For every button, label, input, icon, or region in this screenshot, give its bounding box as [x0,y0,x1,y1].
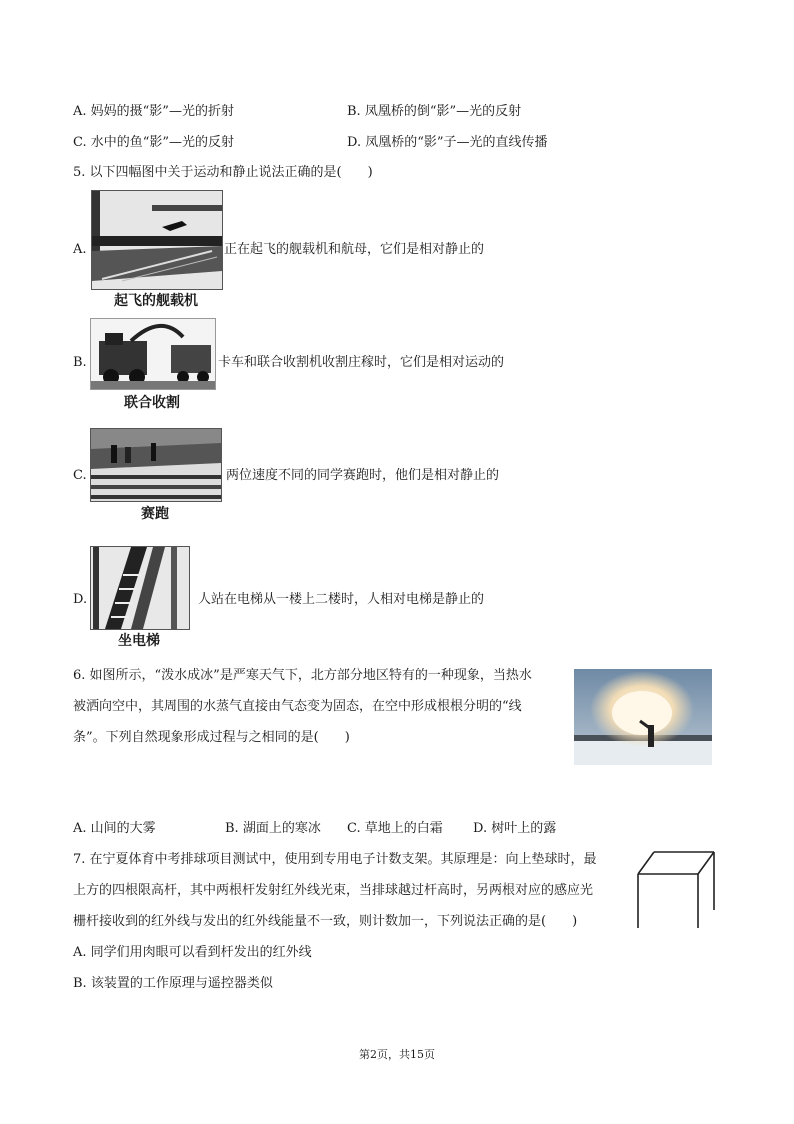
counting-frame-diagram [634,848,718,932]
q5-option-b-letter: B. [73,355,87,370]
q5-option-c-letter: C. [73,468,87,483]
q6-option-d: D. 树叶上的露 [473,821,557,836]
q6-line-2: 被洒向空中，其周围的水蒸气直接由气态变为固态，在空中形成根根分明的“线 [73,699,522,714]
q4-option-b: B. 凤凰桥的倒“影”—光的反射 [347,104,522,119]
q5-option-d-text: 人站在电梯从一楼上二楼时，人相对电梯是静止的 [198,592,485,607]
q6-line-1: 6. 如图所示，“泼水成冰”是严寒天气下，北方部分地区特有的一种现象，当热水 [73,668,532,683]
escalator-photo [90,546,190,630]
q5-option-d-caption: 坐电梯 [118,633,160,649]
q4-option-a: A. 妈妈的摄“影”—光的折射 [73,104,234,119]
q6-option-b: B. 湖面上的寒冰 [225,821,321,836]
q4-option-c: C. 水中的鱼“影”—光的反射 [73,135,235,150]
q6-line-3: 条”。下列自然现象形成过程与之相同的是( ) [73,730,350,745]
harvester-truck-photo [90,318,216,390]
race-photo [90,428,222,502]
q5-option-b-caption: 联合收割 [124,395,180,411]
q7-line-3: 栅杆接收到的红外线与发出的红外线能量不一致，则计数加一，下列说法正确的是( ) [73,914,578,929]
q5-option-c-caption: 赛跑 [141,506,169,522]
q5-option-a-letter: A. [73,242,87,257]
q7-line-2: 上方的四根限高杆，其中两根杆发射红外线光束，当排球越过杆高时，另两根对应的感应光 [73,883,594,898]
q6-option-a: A. 山间的大雾 [73,821,156,836]
q6-option-c: C. 草地上的白霜 [347,821,443,836]
q5-stem: 5. 以下四幅图中关于运动和静止说法正确的是( ) [73,165,373,180]
q7-option-a: A. 同学们用肉眼可以看到杆发出的红外线 [73,945,312,960]
q7-option-b: B. 该装置的工作原理与遥控器类似 [73,976,273,991]
q4-option-d: D. 凤凰桥的“影”子—光的直线传播 [347,135,548,150]
page-footer: 第2页，共15页 [359,1048,435,1061]
q5-option-b-text: 卡车和联合收割机收割庄稼时，它们是相对运动的 [218,355,505,370]
q5-option-a-caption: 起飞的舰载机 [114,293,198,309]
q5-option-a-text: 正在起飞的舰载机和航母，它们是相对静止的 [224,242,485,257]
q7-line-1: 7. 在宁夏体育中考排球项目测试中，使用到专用电子计数支架。其原理是：向上垫球时，最 [73,852,597,867]
q5-option-c-text: 两位速度不同的同学赛跑时，他们是相对静止的 [226,468,500,483]
q5-option-d-letter: D. [73,592,88,607]
carrier-jet-photo [91,190,223,290]
splash-ice-photo [574,669,712,765]
